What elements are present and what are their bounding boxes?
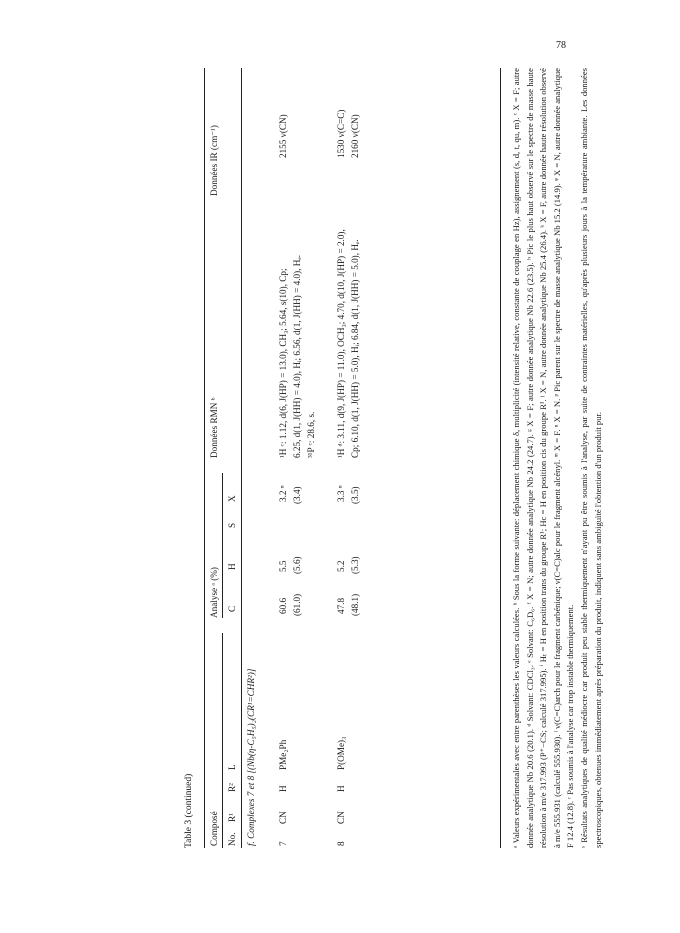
header-h: H (227, 563, 237, 570)
row-8-r2: H (336, 785, 346, 792)
row-7-ligand: PMe₂Ph (278, 739, 288, 770)
header-c: C (227, 605, 237, 612)
row-8-h-found: 5.2 (336, 560, 346, 572)
row-7-r2: H (278, 785, 288, 792)
row-8-x-found: 3.3 ⁿ (336, 485, 346, 502)
row-7-x-calc: (3.4) (292, 486, 302, 504)
row-8-rmn-line-1: ¹H ᵈ: 3.11, d(9, J(HP) = 11.0), OCH₃; 4.70, d(10, J(HP) = 2.0), (336, 229, 346, 458)
row-7-rmn-line-1: ¹H ᶜ: 1.12, d(6, J(HP) = 13.0), CH₃; 5.64, s(10), Cp; (278, 268, 288, 458)
row-7-rmn-line-2: 6.25, d(1, J(HH) = 4.0), Hᵢ; 6.56, d(1, J(HH) = 4.0), Hₑ. (292, 254, 302, 458)
header-s: S (227, 522, 237, 528)
row-7-c-calc: (61.0) (292, 593, 302, 616)
section-label: f. Complexes 7 et 8 [(Nb(η-C₅H₅)₂(CR¹=CHR²)] (246, 668, 256, 846)
row-8-r1: CN (336, 811, 346, 824)
row-8-no: 8 (336, 841, 346, 846)
row-8-ir-2: 2160 ν(CN) (350, 114, 360, 158)
header-compose: Composé (209, 811, 219, 846)
header-rule (241, 68, 242, 848)
analyse-underline (222, 473, 223, 618)
header-no: No. (227, 832, 237, 846)
compose-underline (222, 633, 223, 848)
row-8-c-calc: (48.1) (350, 593, 360, 616)
header-r2: R² (227, 783, 237, 792)
rotated-table-page (160, 68, 630, 848)
row-7-rmn-line-3: ³¹P ᶜ: 28.6, s. (306, 411, 316, 458)
row-7-h-found: 5.5 (278, 560, 288, 572)
header-analyse: Analyse ᵃ (%) (209, 567, 219, 618)
footnotes (510, 68, 605, 848)
row-7-r1: CN (278, 811, 288, 824)
header-ir: Données IR (cm⁻¹) (209, 125, 219, 196)
header-l: L (227, 764, 237, 770)
row-8-ir-1: 1530 ν(C=C) (336, 109, 346, 158)
row-7-ir-1: 2155 ν(CN) (278, 114, 288, 158)
row-7-no: 7 (278, 841, 288, 846)
page-number: 78 (556, 40, 566, 51)
row-8-c-found: 47.8 (336, 597, 346, 614)
header-rmn: Données RMN ᵇ (209, 397, 219, 458)
footnote-paragraph: ᵃ Valeurs expérimentales avec entre parenthèses les valeurs calculées. ᵇ Sous la forme suivante: déplacement chimique δ, multiplicité (intensité relative, constante de couplage en Hz), assignement (s, d, t, qu, m). ᶜ X = F; autre donnée analytique Nb 20.6 (20.1). ᵈ Solvant: CDCl₃. ᵉ Solvant: C₆D₆. ᶠ X = N; autre donnée analytique Nb 24.2 (24.7). ᵍ X = F; autre donnée analytique Nb 22.6 (23.5). ʰ Pic le plus haut observé sur le spectre de masse haute résolution à m/e 317.993 (P⁺−CS; calculé 317.995). ⁱ Hₜ = H en position trans du groupe R¹; Hc = H en position cis du groupe R¹. ʲ X = N, autre donnée analytique Nb 25.4 (26.4). ᵏ X = F, autre donnée haute résolution observé à m/e 555.931 (calculé 555.930). ˡ ν(C=C)arch pour le fragment carbénique; ν(C=C)alc pour le fragment alcényl. ᵐ X = F. ⁿ X = N. ᵖ Pic parent sur le spectre de masse analytique Nb 15.2 (14.9). ᵠ X = N, autre donnée analytique F 12.4 (12.8). ʳ Pas soumis à l'analyse car trop instable thermiquement. (511, 68, 576, 848)
bottom-rule (500, 68, 501, 848)
top-rule (204, 68, 205, 848)
table-title: Table 3 (continued) (184, 773, 194, 848)
row-7-c-found: 60.6 (278, 597, 288, 614)
row-7-h-calc: (5.6) (292, 556, 302, 574)
row-8-rmn-line-2: Cp; 6.10, d(1, J(HH) = 5.0), Hᵢ; 6.84, d(1, J(HH) = 5.0), Hₑ. (350, 239, 360, 458)
header-x: X (227, 495, 237, 502)
row-8-ligand: P(OMe)₃ (336, 736, 346, 770)
header-r1: R¹ (227, 813, 237, 822)
footnote-paragraph: ˢ Résultats analytiques de qualité médiocre car produit peu stable thermiquement n'ayant pu être soumis à l'analyse, par suite de contraintes matérielles, qu'après plusieurs jours à la température ambiante. Les données spectroscopiques, obtenues immédiatement après préparation du produit, indiquent sans ambiguïté l'obtention d'un produit pur. (578, 68, 603, 848)
row-8-x-calc: (3.5) (350, 486, 360, 504)
row-8-h-calc: (5.3) (350, 556, 360, 574)
row-7-x-found: 3.2 ⁿ (278, 485, 288, 502)
